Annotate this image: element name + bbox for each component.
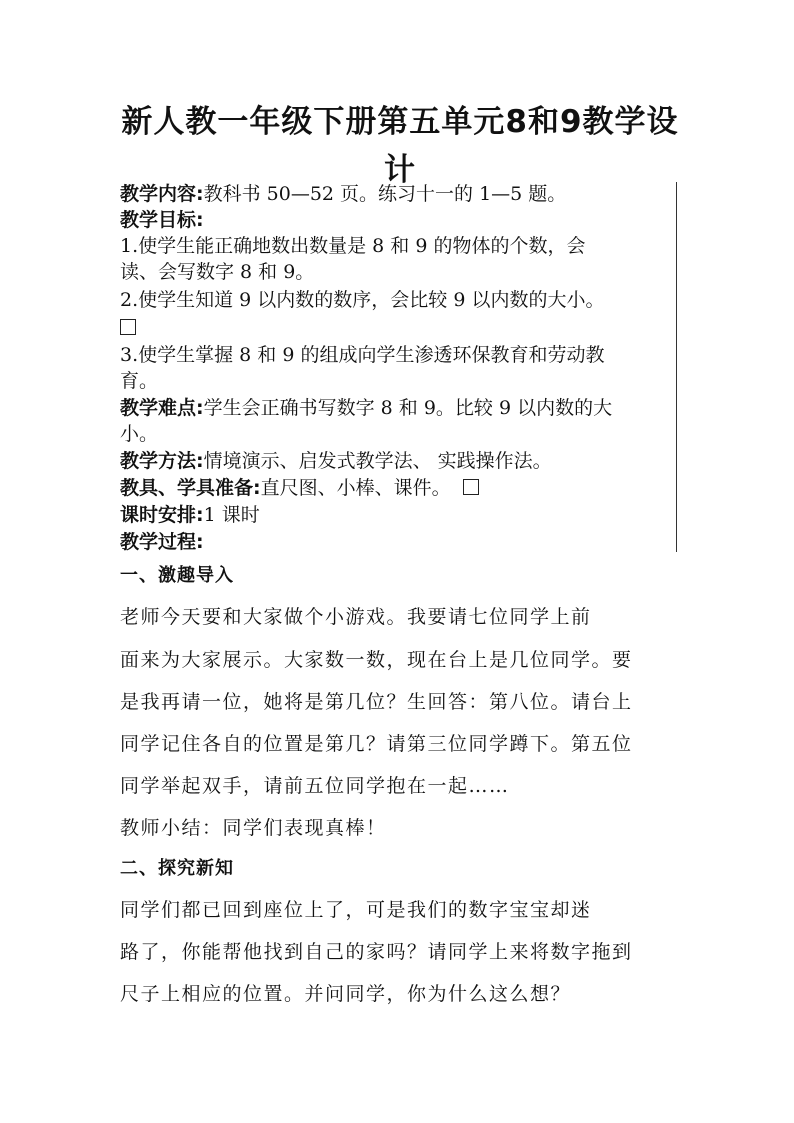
process-row — [120, 529, 204, 555]
method-text: 情境演示、启发式教学法、 实践操作法。 — [203, 450, 552, 472]
goals-label: 教学目标: — [120, 209, 204, 231]
section-1-paragraph-line-5: 同学举起双手，请前五位同学抱在一起…… — [120, 775, 510, 797]
content-text: 教科书 50—52 页。练习十一的 1—5 题。 — [203, 183, 567, 205]
checkbox-1[interactable] — [120, 319, 136, 335]
goal1-line2: 读、会写数字 8 和 9。 — [120, 261, 315, 283]
difficulty-text-2: 小。 — [120, 423, 159, 445]
document-title — [120, 98, 680, 194]
tools-label: 教具、学具准备: — [120, 477, 261, 499]
difficulty-row — [120, 395, 612, 421]
section-1-paragraph-line-2: 面来为大家展示。大家数一数，现在台上是几位同学。要 — [120, 649, 633, 671]
checkbox-2[interactable] — [463, 479, 479, 495]
goal3-line2: 育。 — [120, 370, 159, 392]
goals-row — [120, 207, 204, 233]
content-label: 教学内容: — [120, 183, 204, 205]
tools-row — [120, 475, 479, 501]
process-label: 教学过程: — [120, 531, 204, 553]
difficulty-label: 教学难点: — [120, 397, 204, 419]
goal1-line1: 1.使学生能正确地数出数量是 8 和 9 的物体的个数，会 — [120, 235, 586, 257]
tools-text: 直尺图、小棒、课件。 — [260, 477, 451, 499]
method-label: 教学方法: — [120, 450, 204, 472]
margin-rule — [676, 182, 677, 552]
schedule-text: 1 课时 — [203, 504, 260, 526]
title-line-2: 计 — [384, 152, 416, 188]
section-2-paragraph-line-3: 尺子上相应的位置。并问同学，你为什么这么想？ — [120, 983, 572, 1005]
section-2-heading: 二、探究新知 — [120, 858, 234, 879]
title-line-1: 新人教一年级下册第五单元8和9教学设 — [121, 104, 679, 140]
schedule-row — [120, 502, 260, 528]
section-1-summary: 教师小结：同学们表现真棒！ — [120, 817, 387, 839]
schedule-label: 课时安排: — [120, 504, 204, 526]
section-2-paragraph-line-1: 同学们都已回到座位上了，可是我们的数字宝宝却迷 — [120, 899, 592, 921]
difficulty-text: 学生会正确书写数字 8 和 9。比较 9 以内数的大 — [203, 397, 613, 419]
checkbox-row-1 — [120, 315, 136, 341]
goal3-line1: 3.使学生掌握 8 和 9 的组成向学生渗透环保教育和劳动教 — [120, 344, 605, 366]
section-1-paragraph-line-1: 老师今天要和大家做个小游戏。我要请七位同学上前 — [120, 606, 592, 628]
section-1-paragraph-line-3: 是我再请一位，她将是第几位？生回答：第八位。请台上 — [120, 691, 633, 713]
section-1-heading: 一、激趣导入 — [120, 565, 234, 586]
section-1-paragraph-line-4: 同学记住各自的位置是第几？请第三位同学蹲下。第五位 — [120, 733, 633, 755]
goal2-line1: 2.使学生知道 9 以内数的数序，会比较 9 以内数的大小。 — [120, 289, 605, 311]
content-row — [120, 181, 566, 207]
method-row — [120, 448, 552, 474]
section-2-paragraph-line-2: 路了，你能帮他找到自己的家吗？请同学上来将数字拖到 — [120, 941, 633, 963]
